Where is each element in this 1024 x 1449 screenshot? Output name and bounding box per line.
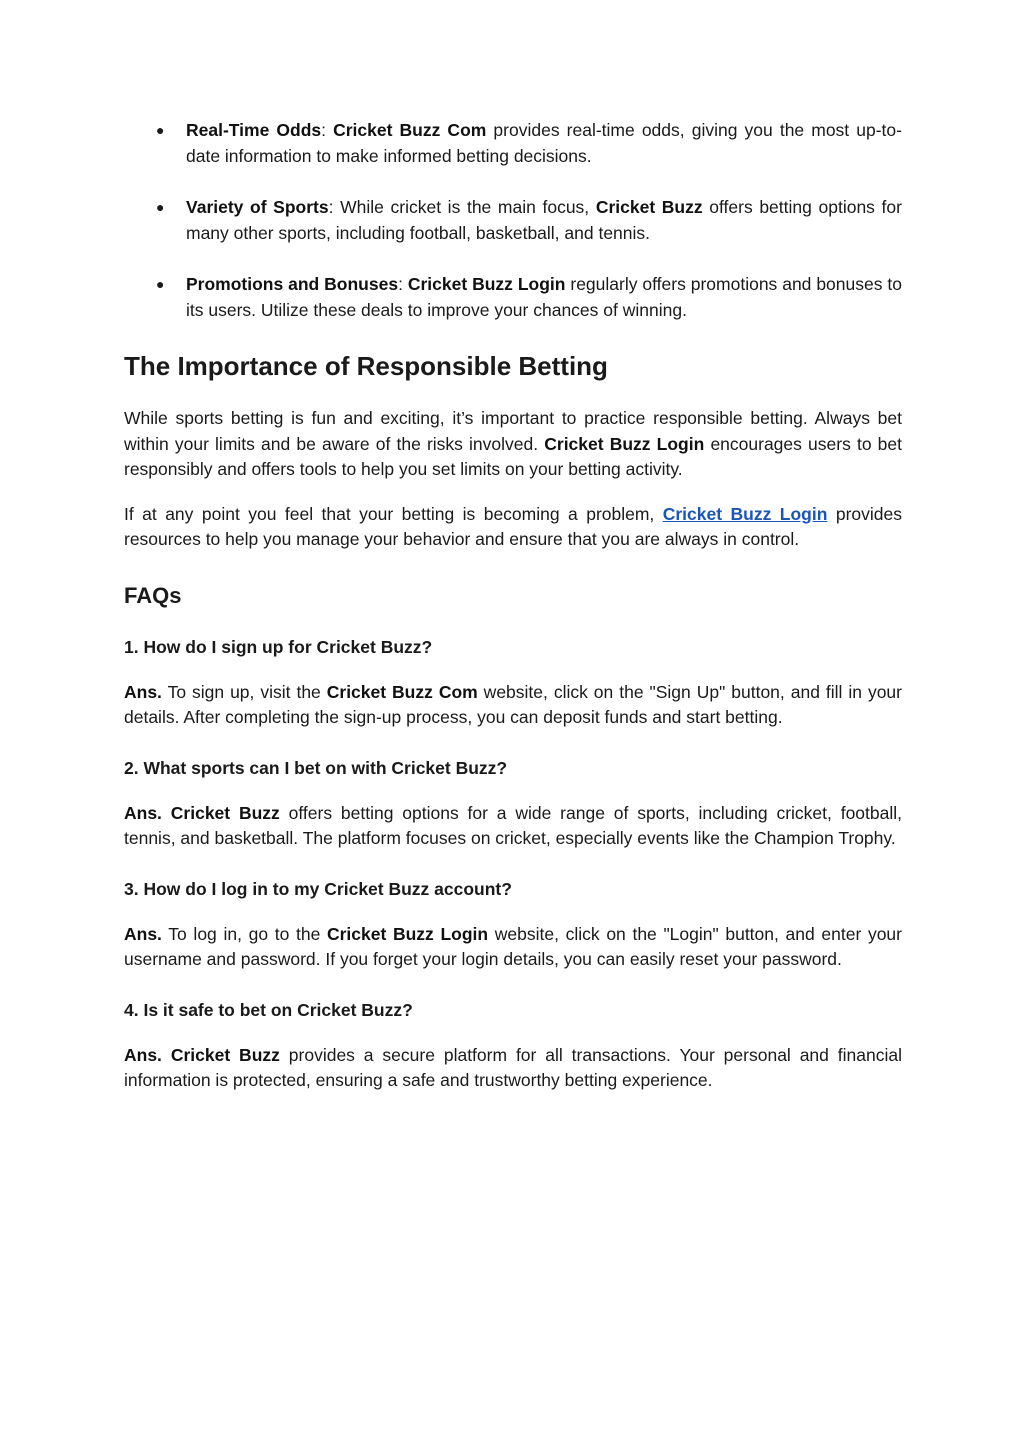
- bullet-title: Promotions and Bonuses: [186, 274, 399, 294]
- list-item: [124, 272, 902, 323]
- bullet-brand: Cricket Buzz Login: [407, 274, 566, 294]
- paragraph-text: While sports betting is fun and exciting, it’s important to practice responsible betting. Always bet within your limits and be aware of the risks involved.: [124, 408, 902, 454]
- bullet-text: provides real-time odds, giving you the most up-to-date information to make informed betting decisions.: [186, 120, 902, 166]
- faq-question: 3. How do I log in to my Cricket Buzz account?: [124, 878, 512, 899]
- faq-answer: [124, 801, 902, 852]
- bullet-title: Variety of Sports: [186, 197, 329, 217]
- answer-text: [162, 1045, 171, 1065]
- faq-item-1: [124, 635, 902, 731]
- answer-label: Ans.: [124, 923, 162, 944]
- bullet-separator: :: [398, 274, 408, 294]
- list-item: [124, 195, 902, 246]
- paragraph-responsible-2: [124, 502, 902, 553]
- paragraph-responsible-1: [124, 406, 902, 483]
- answer-label: Ans.: [124, 802, 162, 823]
- faq-item-4: [124, 998, 902, 1094]
- paragraph-text: If at any point you feel that your betting is becoming a problem,: [124, 503, 663, 524]
- answer-brand: Cricket Buzz: [170, 802, 280, 823]
- bullet-text: offers betting options for many other sports, including football, basketball, and tennis.: [186, 197, 902, 243]
- answer-brand: Cricket Buzz Com: [326, 681, 478, 702]
- bullet-icon: ●: [156, 199, 165, 215]
- answer-brand: Cricket Buzz Login: [326, 923, 489, 944]
- answer-text: To log in, go to the: [161, 923, 327, 944]
- answer-text: offers betting options for a wide range of sports, including cricket, football, tennis, and basketball. The platform focuses on cricket, especially events like the Champion Trophy.: [124, 802, 902, 848]
- answer-label: Ans.: [124, 681, 162, 702]
- bullet-icon: ●: [156, 122, 165, 138]
- bullet-brand: Cricket Buzz Com: [333, 120, 487, 140]
- list-item: [124, 118, 902, 169]
- answer-text: [162, 803, 171, 823]
- paragraph-text: encourages users to bet responsibly and offers tools to help you set limits on your betting activity.: [124, 433, 903, 479]
- paragraph-text: provides resources to help you manage your behavior and ensure that you are always in control.: [124, 503, 902, 549]
- cricket-buzz-login-link[interactable]: Cricket Buzz Login: [662, 503, 828, 524]
- bullet-brand: Cricket Buzz: [595, 197, 703, 217]
- faq-question: 2. What sports can I bet on with Cricket Buzz?: [124, 757, 508, 778]
- section-heading-faqs: FAQs: [124, 582, 182, 608]
- bullet-separator: :: [321, 120, 334, 140]
- section-heading-responsible: The Importance of Responsible Betting: [124, 351, 608, 381]
- answer-text: provides a secure platform for all transactions. Your personal and financial information is protected, ensuring a safe and trustworthy betting experience.: [124, 1044, 902, 1090]
- faq-answer: [124, 1043, 902, 1094]
- faq-question: 1. How do I sign up for Cricket Buzz?: [124, 636, 433, 657]
- faq-answer: [124, 680, 902, 731]
- feature-list: [124, 118, 902, 323]
- answer-text: website, click on the "Sign Up" button, and fill in your details. After completing the sign-up process, you can deposit funds and start betting.: [124, 681, 902, 727]
- bullet-text: regularly offers promotions and bonuses to its users. Utilize these deals to improve your chances of winning.: [186, 274, 902, 320]
- answer-brand: Cricket Buzz: [170, 1044, 280, 1065]
- faq-item-3: [124, 877, 902, 973]
- bullet-icon: ●: [156, 276, 165, 292]
- answer-text: To sign up, visit the: [161, 681, 327, 702]
- bullet-title: Real-Time Odds: [186, 120, 322, 140]
- paragraph-brand: Cricket Buzz Login: [544, 433, 705, 454]
- faq-answer: [124, 922, 902, 973]
- faq-item-2: [124, 756, 902, 852]
- answer-label: Ans.: [124, 1044, 162, 1065]
- faq-question: 4. Is it safe to bet on Cricket Buzz?: [124, 999, 413, 1020]
- answer-text: website, click on the "Login" button, and enter your username and password. If you forget your login details, you can easily reset your password.: [124, 923, 902, 969]
- bullet-separator: : While cricket is the main focus,: [328, 197, 596, 217]
